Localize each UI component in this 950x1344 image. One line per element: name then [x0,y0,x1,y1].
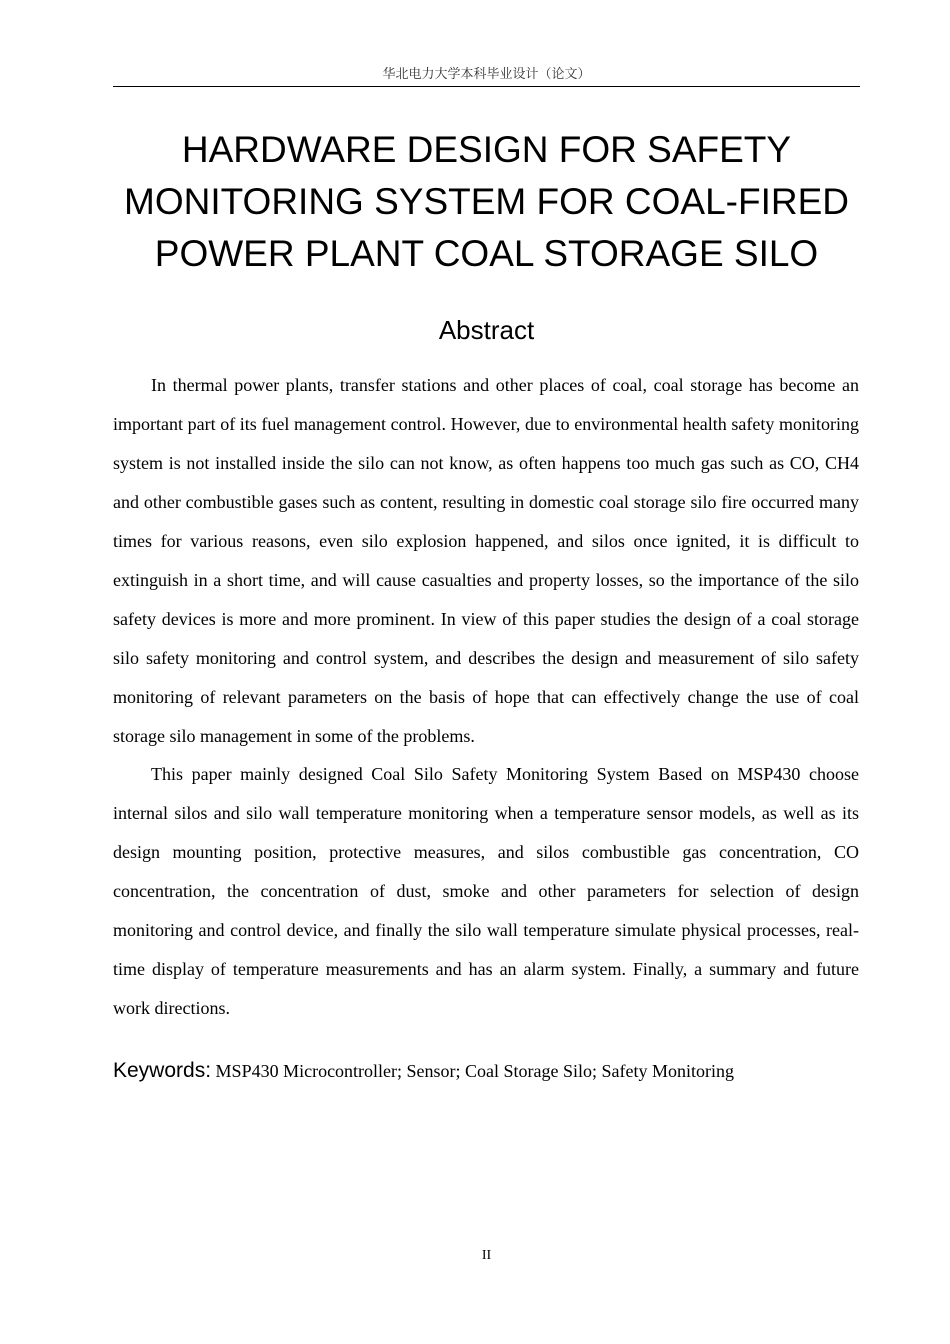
abstract-paragraph: In thermal power plants, transfer stations and other places of coal, coal storage has become an important part of its fuel management control. However, due to environmental health safety monitoring system is not installed inside the silo can not know, as often happens too much gas such as CO, CH4 and other combustible gases such as content, resulting in domestic coal storage silo fire occurred many times for various reasons, even silo explosion happened, and silos once ignited, it is difficult to extinguish in a short time, and will cause casualties and property losses, so the importance of the silo safety devices is more and more prominent. In view of this paper studies the design of a coal storage silo safety monitoring and control system, and describes the design and measurement of silo safety monitoring of relevant parameters on the basis of hope that can effectively change the use of coal storage silo management in some of the problems. [113,375,859,746]
thesis-title [100,124,873,280]
title-line: MONITORING SYSTEM FOR COAL-FIRED [124,181,849,222]
abstract-body [113,366,859,1027]
keywords-line [113,1054,860,1088]
keywords-text: MSP430 Microcontroller; Sensor; Coal Storage Silo; Safety Monitoring [215,1061,735,1081]
abstract-paragraph: This paper mainly designed Coal Silo Safety Monitoring System Based on MSP430 choose internal silos and silo wall temperature monitoring when a temperature sensor models, as well as its design mounting position, protective measures, and silos combustible gas concentration, CO concentration, the concentration of dust, smoke and other parameters for selection of design monitoring and control device, and finally the silo wall temperature simulate physical processes, real-time display of temperature measurements and has an alarm system. Finally, a summary and future work directions. [113,764,859,1018]
title-line: POWER PLANT COAL STORAGE SILO [154,233,819,274]
title-line: HARDWARE DESIGN FOR SAFETY [181,129,792,170]
abstract-heading: Abstract [438,315,535,345]
keywords-label: Keywords: [113,1059,212,1082]
page-number: II [481,1248,492,1263]
running-header: 华北电力大学本科毕业设计（论文） [113,66,860,87]
